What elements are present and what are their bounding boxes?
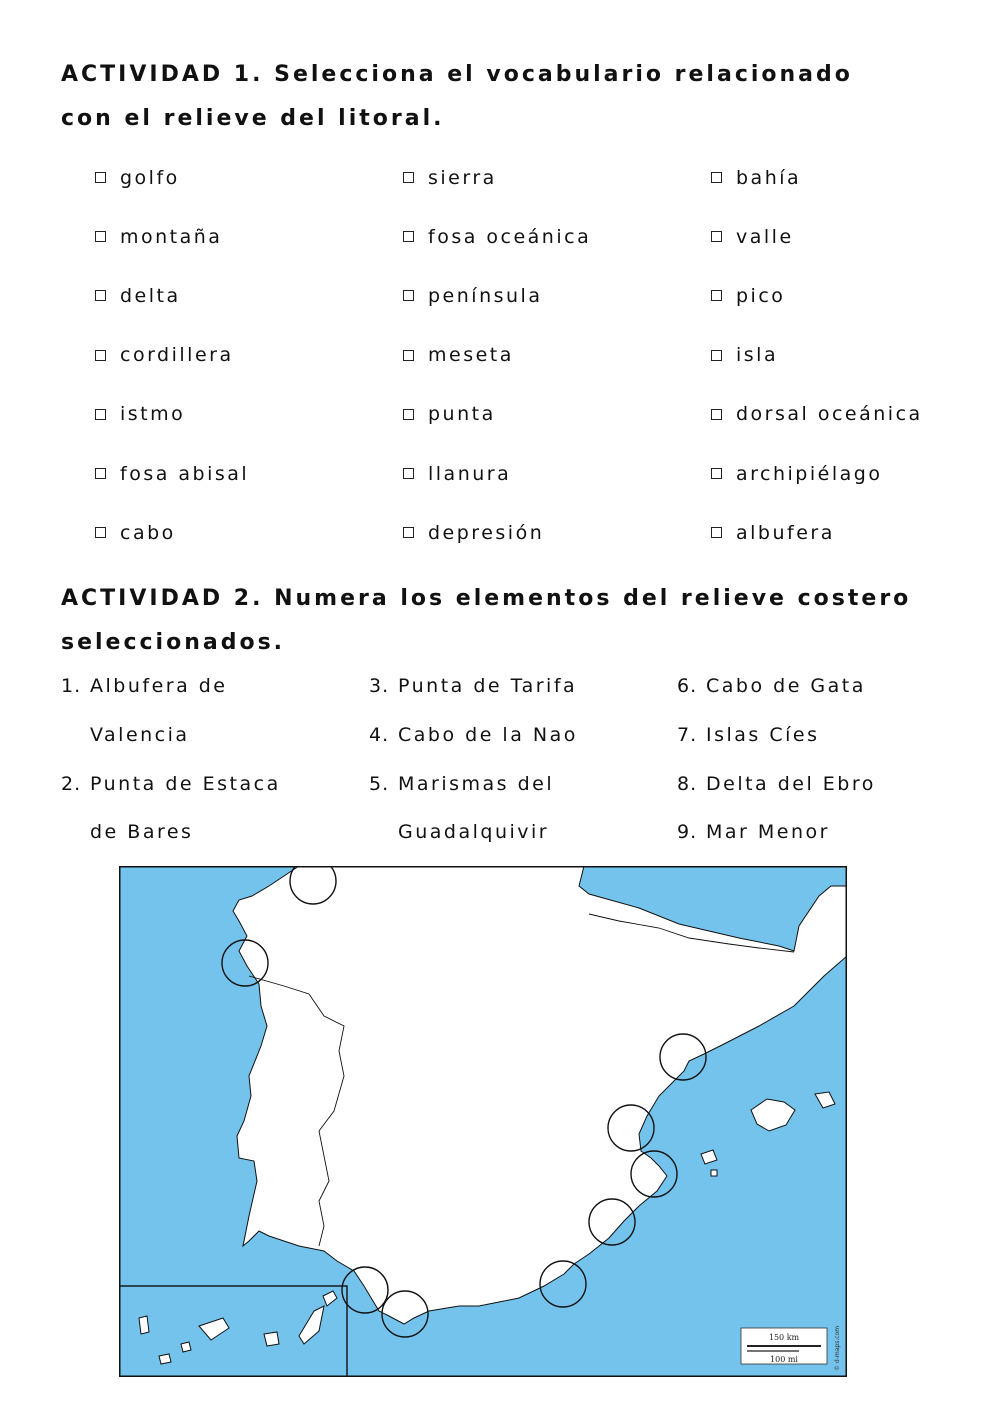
vocab-option[interactable] bbox=[708, 326, 972, 385]
item-number: 4. bbox=[369, 723, 390, 746]
vocab-option-label: dorsal oceánica bbox=[736, 403, 923, 426]
scale-mi-label: 100 mi bbox=[770, 1355, 798, 1364]
checkbox-icon[interactable] bbox=[711, 231, 722, 242]
item-number: 7. bbox=[677, 723, 698, 746]
checkbox-icon[interactable] bbox=[95, 409, 106, 420]
checkbox-icon[interactable] bbox=[711, 290, 722, 301]
vocab-option[interactable] bbox=[708, 148, 972, 207]
vocab-option[interactable] bbox=[92, 444, 400, 503]
vocab-option-label: península bbox=[428, 284, 543, 307]
checkbox-icon[interactable] bbox=[95, 468, 106, 479]
vocab-option[interactable] bbox=[400, 266, 708, 325]
vocab-option-label: delta bbox=[120, 284, 181, 307]
checkbox-icon[interactable] bbox=[95, 527, 106, 538]
activity-1-heading: ACTIVIDAD 1. Selecciona el vocabulario relacionado con el relieve del litoral. bbox=[61, 62, 853, 131]
vocab-option[interactable] bbox=[400, 444, 708, 503]
vocab-option-label: bahía bbox=[736, 166, 802, 189]
vocab-option[interactable] bbox=[400, 207, 708, 266]
checkbox-icon[interactable] bbox=[95, 290, 106, 301]
numbered-column-1 bbox=[61, 662, 361, 857]
checkbox-icon[interactable] bbox=[403, 172, 414, 183]
item-name: Marismas del Guadalquivir bbox=[398, 772, 555, 844]
vocab-option-label: cabo bbox=[120, 521, 176, 544]
vocab-option-label: istmo bbox=[120, 403, 186, 426]
numbered-item bbox=[369, 760, 669, 858]
item-name: Punta de Tarifa bbox=[398, 675, 578, 697]
checkbox-icon[interactable] bbox=[403, 290, 414, 301]
numbered-item bbox=[677, 760, 977, 809]
vocab-option[interactable] bbox=[92, 207, 400, 266]
checkbox-icon[interactable] bbox=[95, 172, 106, 183]
vocab-option-label: depresión bbox=[428, 521, 545, 544]
numbered-item bbox=[61, 760, 361, 858]
vocab-option-label: fosa abisal bbox=[120, 462, 250, 485]
vocab-option-label: montaña bbox=[120, 225, 223, 248]
checkbox-icon[interactable] bbox=[403, 409, 414, 420]
numbered-item bbox=[369, 662, 669, 711]
checkbox-icon[interactable] bbox=[95, 231, 106, 242]
item-name: Islas Cíes bbox=[706, 723, 820, 746]
vocab-option[interactable] bbox=[92, 266, 400, 325]
canary-island-gran-canaria bbox=[264, 1332, 279, 1346]
vocab-option-label: fosa oceánica bbox=[428, 225, 592, 248]
vocab-option-label: cordillera bbox=[120, 344, 234, 367]
vocab-option[interactable] bbox=[708, 266, 972, 325]
item-number: 3. bbox=[369, 675, 390, 697]
vocab-option[interactable] bbox=[708, 503, 972, 562]
vocab-option[interactable] bbox=[708, 385, 972, 444]
vocab-option-label: golfo bbox=[120, 166, 180, 189]
map-scale bbox=[741, 1328, 827, 1364]
checkbox-icon[interactable] bbox=[711, 527, 722, 538]
vocab-option[interactable] bbox=[92, 503, 400, 562]
checkbox-icon[interactable] bbox=[711, 350, 722, 361]
vocab-option-label: meseta bbox=[428, 344, 514, 367]
spain-coast-map bbox=[119, 866, 847, 1377]
vocab-option-label: valle bbox=[736, 225, 794, 248]
numbered-item bbox=[677, 711, 977, 760]
item-number: 5. bbox=[369, 772, 390, 795]
activity-2-heading: ACTIVIDAD 2. Numera los elementos del relieve costero seleccionados. bbox=[61, 586, 912, 655]
vocab-option[interactable] bbox=[92, 148, 400, 207]
item-number: 1. bbox=[61, 675, 82, 697]
item-name: Albufera de Valencia bbox=[90, 675, 228, 746]
vocab-option-label: isla bbox=[736, 344, 779, 367]
item-name: Cabo de Gata bbox=[706, 675, 866, 697]
checkbox-icon[interactable] bbox=[711, 409, 722, 420]
checkbox-icon[interactable] bbox=[711, 468, 722, 479]
vocab-option[interactable] bbox=[400, 385, 708, 444]
checkbox-icon[interactable] bbox=[403, 350, 414, 361]
item-number: 8. bbox=[677, 772, 698, 795]
numbered-column-3 bbox=[677, 662, 977, 857]
vocabulary-checklist bbox=[92, 148, 972, 562]
numbered-item bbox=[61, 662, 361, 760]
vocab-option[interactable] bbox=[708, 207, 972, 266]
item-name: Delta del Ebro bbox=[706, 772, 876, 795]
formentera-island bbox=[711, 1170, 717, 1176]
checkbox-icon[interactable] bbox=[95, 350, 106, 361]
vocab-option[interactable] bbox=[708, 444, 972, 503]
canary-island-gomera bbox=[181, 1342, 191, 1352]
map-svg bbox=[119, 866, 847, 1377]
checkbox-icon[interactable] bbox=[403, 527, 414, 538]
vocab-option-label: sierra bbox=[428, 166, 497, 189]
vocab-option-label: archipiélago bbox=[736, 462, 883, 485]
vocab-option[interactable] bbox=[92, 385, 400, 444]
numbered-item bbox=[369, 711, 669, 760]
item-name: Mar Menor bbox=[706, 821, 830, 844]
checkbox-icon[interactable] bbox=[403, 231, 414, 242]
vocab-option-label: pico bbox=[736, 284, 786, 307]
numbered-item bbox=[677, 808, 977, 857]
vocab-option[interactable] bbox=[400, 148, 708, 207]
vocab-option[interactable] bbox=[400, 503, 708, 562]
numbered-column-2 bbox=[369, 662, 669, 857]
item-number: 2. bbox=[61, 772, 82, 795]
canary-island-la-palma bbox=[139, 1316, 149, 1334]
scale-km-label: 150 km bbox=[768, 1333, 800, 1342]
canary-island-hierro bbox=[159, 1354, 171, 1364]
item-name: Punta de Estaca de Bares bbox=[90, 772, 281, 844]
vocab-option-label: albufera bbox=[736, 521, 835, 544]
item-number: 9. bbox=[677, 821, 698, 844]
vocab-option[interactable] bbox=[400, 326, 708, 385]
checkbox-icon[interactable] bbox=[403, 468, 414, 479]
item-number: 6. bbox=[677, 675, 698, 697]
item-name: Cabo de la Nao bbox=[398, 723, 578, 746]
vocab-option-label: llanura bbox=[428, 462, 512, 485]
vocab-option[interactable] bbox=[92, 326, 400, 385]
checkbox-icon[interactable] bbox=[711, 172, 722, 183]
numbered-item bbox=[677, 662, 977, 711]
map-credit: © d-maps.com bbox=[834, 1325, 841, 1371]
vocab-option-label: punta bbox=[428, 403, 496, 426]
